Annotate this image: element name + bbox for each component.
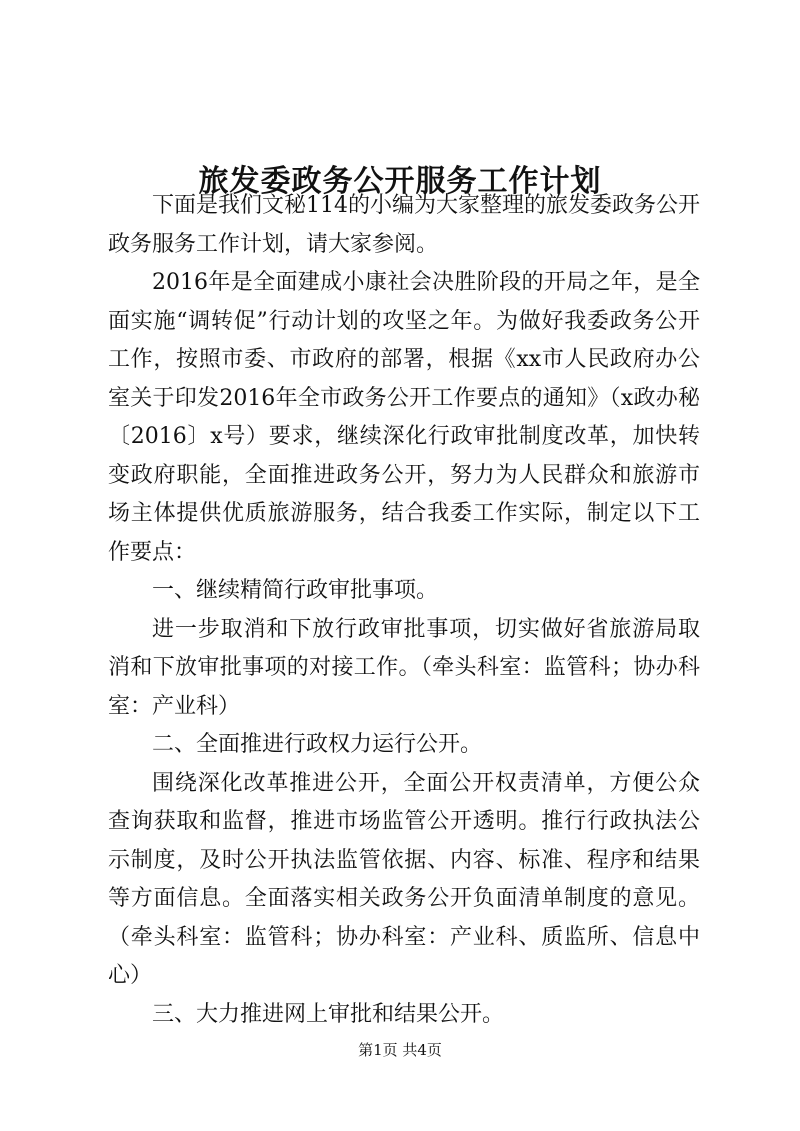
paragraph-section-1: 进一步取消和下放行政审批事项，切实做好省旅游局取消和下放审批事项的对接工作。（牵头科室：监管科；协办科室：产业科） (108, 616, 700, 719)
section-heading-2: 二、全面推进行政权力运行公开。 (152, 732, 483, 757)
document-body (108, 187, 700, 1034)
page-footer (0, 1040, 800, 1060)
section-heading-3: 三、大力推进网上审批和结果公开。 (152, 1001, 505, 1027)
paragraph-intro: 下面是我们文秘114的小编为大家整理的旅发委政务公开政务服务工作计划，请大家参阅。 (108, 193, 700, 257)
section-heading-1: 一、继续精简行政审批事项。 (152, 578, 439, 603)
paragraph-background: 2016年是全面建成小康社会决胜阶段的开局之年，是全面实施“调转促”行动计划的攻坚之年。为做好我委政务公开工作，按照市委、市政府的部署，根据《xx市人民政府办公室关于印发2016年全市政务公开工作要点的通知》（x政办秘〔2016〕x号）要求，继续深化行政审批制度改革，加快转变政府职能，全面推进政务公开，努力为人民群众和旅游市场主体提供优质旅游服务，结合我委工作实际，制定以下工作要点： (108, 270, 700, 565)
paragraph-section-2: 围绕深化改革推进公开，全面公开权责清单，方便公众查询获取和监督，推进市场监管公开透明。推行行政执法公示制度，及时公开执法监管依据、内容、标准、程序和结果等方面信息。全面落实相关政务公开负面清单制度的意见。（牵头科室：监管科；协办科室：产业科、质监所、信息中心） (108, 770, 700, 988)
page-number: 第1页 共4页 (358, 1041, 442, 1059)
document-title: 旅发委政务公开服务工作计划 (198, 164, 602, 200)
